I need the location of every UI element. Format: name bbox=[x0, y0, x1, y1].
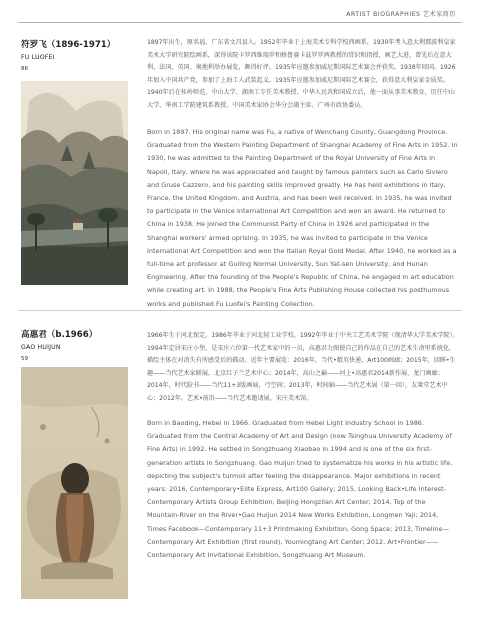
running-header: ARTIST BIOGRAPHIES 艺术家简历 bbox=[346, 11, 456, 18]
artist1-bio-cn: 1897年出生，原名福，广东省文昌县人。1952年毕业于上海美术专科学校西画系，1930年考入意大利那波利皇家美术大学研究院绘画系，深得该院卡罗西维瑞罗和格鲁赛卡兹罗罗两教授的赏识和指授，画艺大进，曾先后在意大利、法国、英国、奥地利举办展览，颇得好评。1935年应邀参加威尼斯国际艺术赛会并获奖。1938年回国。1926年加入中国共产党，参加了上海工人武装起义。1935年应邀参加威尼斯国际艺术赛会，获得意大利皇家金质奖。1940年后在桂岭师范、中山大学、湖南工专任美术教授。中华人民共和国成立后，他一面从事美术教育，历任中山大学、华南工学院建筑系教授、中国美术家协会华分会副主席、广州市政协委员。 bbox=[147, 39, 456, 109]
artist1-bio-en: Born in 1897. His original name was Fu, a native of Wenchang County, Guangdong Province. Graduated from the Western Painting Department of Shanghai Academy of Fine Arts in 1952. In 1930, he was admitted to the Painting Department of the Royal University of Fine Arts in Napoli, Italy, where he was appreciated and taught by famous painters such as Carlo Siviero and Gruse Cazzero, and his painting skills improved greatly. He has held exhibitions in Italy, France, the United Kingdom, and Austria, and has been well received. In 1935, he was invited to participate in the Venice International Art Competition and won an award. He returned to China in 1938. He joined the Communist Party of China in 1926 and participated in the Shanghai workers' armed uprising. In 1935, he was invited to participate in the Venice International Art Competition and won the Italian Royal Gold Medal. After 1940, he worked as a full-time art professor at Guiling Normal University, Sun Yat-sen University, and Hunan Engineering. After the founding of the People's Republic of China, he engaged in art education while creating art. In 1988, the People's Fine Arts Publishing House collected his posthumous works and published Fu Luofei's Painting Collection. bbox=[147, 128, 458, 308]
header-rule bbox=[18, 22, 462, 23]
artist2-name-en: GAO HUIJUN bbox=[21, 344, 61, 351]
artist2-page-number: 59 bbox=[21, 356, 28, 362]
artist2-bio-en: Born in Baoding, Hebei in 1966. Graduated from Hebei Light Industry School in 1986. Graduated from the Central Academy of Art and Design (now Tsinghua University Academy of Fine Arts) in 1992. He settled in Songzhuang Xiaobao in 1994 and is one of the six first-generation artists in Songzhuang. Gao Huijun tried to systematize his works in his artistic life, depicting the subject's turmoil after feeling the disappearance. Major exhibitions in recent years: 2016, Contemporary•Elite Express, Art100 Gallery; 2015, Looking Back•Life Interest-Contemporary Artists Group Exhibition, Beijing Hongzilan Art Center; 2014, Top of the Mountain-River on the River•Gao Huijun 2014 New Works Exhibition, Longmen Yaji; 2014, Times Facebook—Contemporary 11+3 Printmaking Exhibition, Gong Space; 2013, Timeline—Contemporary Art Exhibition (first round), Youmingtang Art Center; 2012, Art•Frontier——Contemporary Art Invitational Exhibition, Songzhuang Art Museum. bbox=[147, 419, 453, 560]
section-divider bbox=[18, 310, 462, 311]
artist1-name-en: FU LUOFEI bbox=[21, 54, 55, 61]
artist1-landscape-painting bbox=[21, 81, 128, 285]
artist1-bio bbox=[147, 37, 459, 311]
artist2-bio bbox=[147, 330, 459, 562]
artist2-figure-painting bbox=[21, 367, 128, 599]
artist2-name-cn: 高惠君（b.1966） bbox=[21, 330, 98, 340]
artist2-info bbox=[21, 328, 129, 362]
artist1-info bbox=[21, 38, 129, 72]
artist2-bio-cn: 1966年生于河北保定。1986年毕业于河北轻工业学校。1992年毕业于中央工艺美术学院（现清华大学美术学院）。1994年定居宋庄小堡，是宋庄六位第一代艺术家中的一员，高惠君力图使自己的作品在自己的艺术生命里系统化，描绘主体在对消失有所感受后的描动。近年主要展览：2016年，当代•精英快递，Art100画廊；2015年，回眸•生趣——当代艺术家联展，北京红子兰艺术中心；2014年，高山之巅——河上•高惠君2014新作展，龙门画廊；2014年，时代脸书——当代11+3版画展，弓空间；2013年，时间轴——当代艺术展（第一回），友莱堂艺术中心；2012年，艺术•前沿——当代艺术邀请展，宋庄美术馆。 bbox=[147, 332, 459, 402]
artist1-page-number: 86 bbox=[21, 66, 28, 72]
artist1-name-cn: 符罗飞（1896-1971） bbox=[21, 40, 116, 50]
